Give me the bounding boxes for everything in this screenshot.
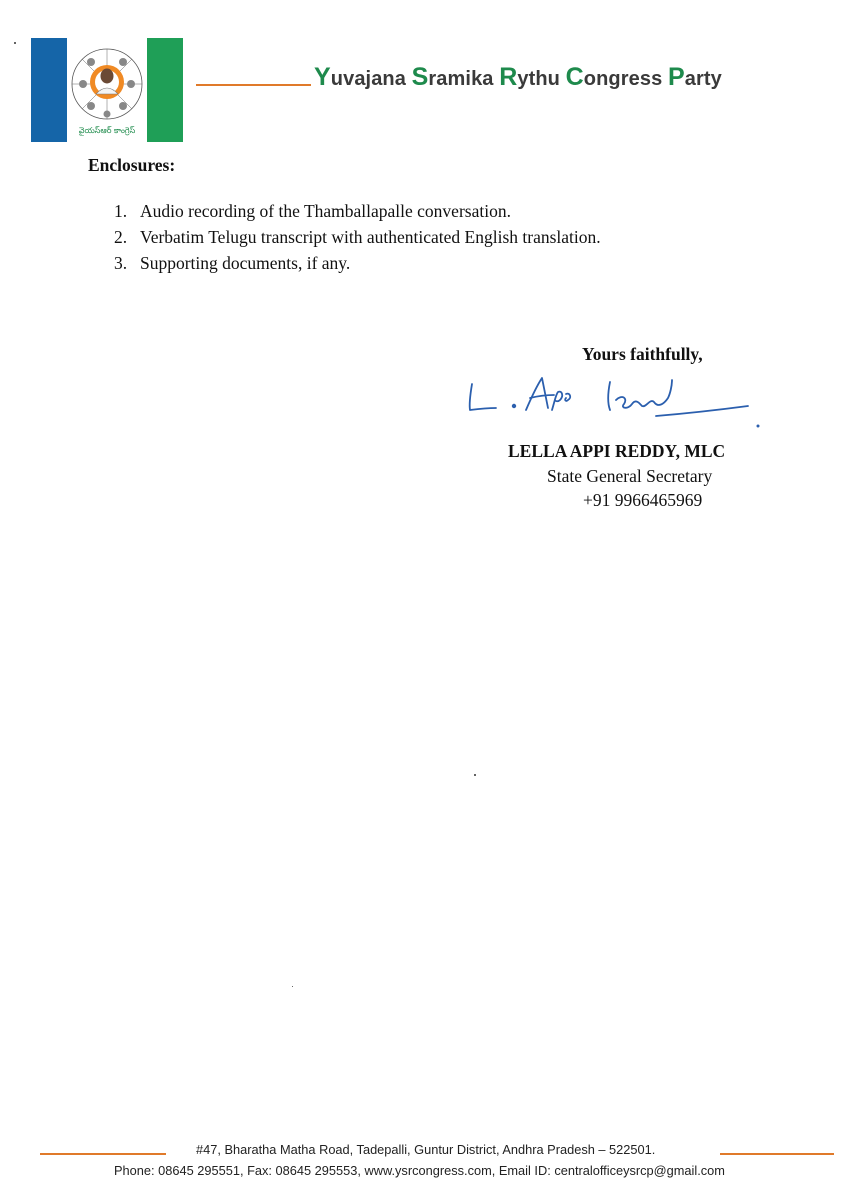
party-name-rest: ythu — [517, 68, 560, 90]
enclosure-text: Supporting documents, if any. — [140, 253, 351, 273]
party-name-word — [314, 63, 406, 91]
party-name-initial: R — [499, 63, 518, 91]
signer-title: State General Secretary — [547, 466, 713, 486]
logo-blue-band — [31, 38, 67, 142]
party-name-initial: P — [667, 63, 685, 91]
signer-phone: +91 9966465969 — [583, 490, 703, 510]
party-name-rest: arty — [684, 68, 722, 90]
logo-telugu-label: వైయస్ఆర్ కాంగ్రెస్ — [78, 126, 136, 135]
footer-address: #47, Bharatha Matha Road, Tadepalli, Guntur District, Andhra Pradesh – 522501. — [196, 1142, 656, 1157]
enclosure-item — [114, 224, 601, 250]
logo-green-band — [147, 38, 183, 142]
logo-emblem-icon — [69, 42, 145, 138]
header-accent-line — [196, 84, 311, 86]
party-name-word — [565, 63, 663, 91]
enclosure-number: 1. — [114, 201, 128, 221]
enclosure-item — [114, 198, 601, 224]
party-name-word — [667, 63, 722, 91]
party-name-rest: ongress — [583, 68, 663, 90]
enclosure-text: Audio recording of the Thamballapalle conversation. — [140, 201, 511, 221]
party-name-rest: ramika — [428, 68, 494, 90]
closing-salutation: Yours faithfully, — [582, 344, 703, 364]
signature-image — [460, 364, 760, 434]
enclosure-number: 2. — [114, 227, 128, 247]
footer-contact: Phone: 08645 295551, Fax: 08645 295553, www.ysrcongress.com, Email ID: centralofficeysrcp@gmail.com — [114, 1163, 725, 1178]
enclosure-item — [114, 250, 601, 276]
party-name-initial: S — [411, 63, 429, 91]
scan-speck — [474, 774, 476, 776]
enclosure-number: 3. — [114, 253, 128, 273]
footer-accent-line-right — [720, 1153, 834, 1155]
party-logo — [31, 38, 183, 142]
scan-speck — [14, 42, 16, 44]
party-name-rest: uvajana — [330, 68, 406, 90]
party-name-word — [499, 63, 560, 91]
party-name-initial: C — [565, 63, 584, 91]
scan-speck — [292, 986, 293, 987]
party-name-word — [411, 63, 494, 91]
enclosures-list — [114, 198, 601, 276]
party-name-heading — [314, 63, 722, 92]
enclosure-text: Verbatim Telugu transcript with authenticated English translation. — [140, 227, 601, 247]
party-name-initial: Y — [314, 63, 331, 91]
footer-accent-line-left — [40, 1153, 166, 1155]
signer-name: LELLA APPI REDDY, MLC — [508, 441, 726, 461]
enclosures-heading: Enclosures: — [88, 155, 176, 175]
